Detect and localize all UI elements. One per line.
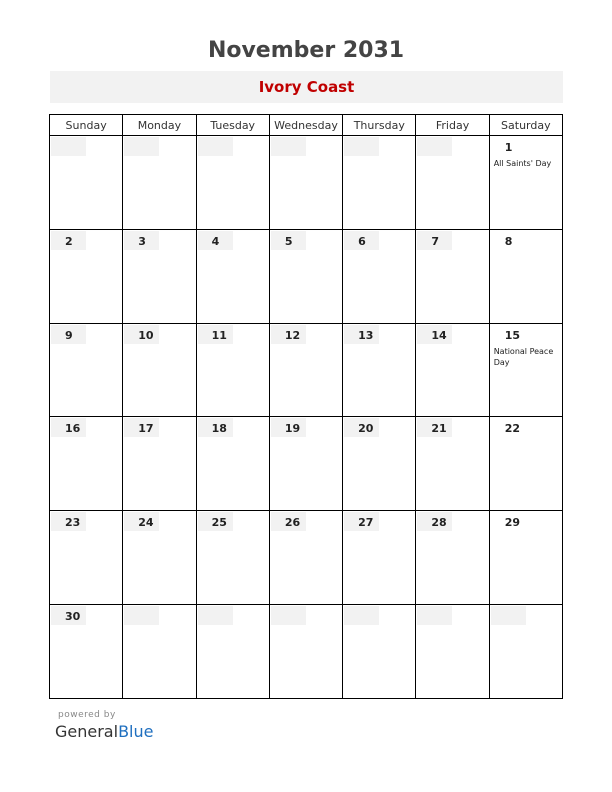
day-cell[interactable] (123, 417, 196, 511)
holiday-label: National Peace Day (493, 346, 554, 367)
country-banner (50, 71, 563, 103)
day-number: 18 (211, 422, 227, 436)
day-cell[interactable] (343, 605, 416, 699)
day-number-box (198, 325, 233, 344)
day-number: 12 (284, 328, 301, 342)
day-number: 28 (431, 516, 447, 530)
day-number-box (417, 325, 452, 344)
day-cell[interactable] (269, 511, 342, 605)
day-cell[interactable] (123, 511, 196, 605)
day-number-box (417, 418, 452, 437)
day-cell[interactable] (489, 229, 562, 323)
day-number-box (51, 137, 86, 156)
day-number-box (124, 231, 159, 250)
day-number-box (491, 325, 526, 344)
holiday-label: All Saints' Day (493, 159, 552, 168)
day-number: 20 (358, 422, 374, 436)
day-number-box (344, 231, 379, 250)
day-number-box (124, 325, 159, 344)
weekday-header: Friday (416, 115, 489, 136)
day-number: 3 (138, 234, 146, 248)
day-cell[interactable] (269, 417, 342, 511)
day-cell[interactable] (343, 417, 416, 511)
day-number: 15 (504, 328, 520, 342)
day-number-box (491, 418, 526, 437)
day-number-box (51, 418, 86, 437)
day-number-box (417, 137, 452, 156)
day-number: 10 (138, 328, 154, 342)
day-number: 25 (211, 516, 227, 530)
day-cell[interactable] (343, 229, 416, 323)
day-cell[interactable] (489, 323, 562, 417)
day-number-box (51, 606, 86, 625)
day-number: 2 (65, 234, 73, 248)
day-cell[interactable] (50, 605, 123, 699)
day-number-box (198, 137, 233, 156)
day-number: 4 (211, 234, 220, 248)
day-number-box (417, 606, 452, 625)
day-number-box (491, 606, 526, 625)
weekday-header: Thursday (343, 115, 416, 136)
day-cell[interactable] (123, 323, 196, 417)
calendar-title: November 2031 (207, 38, 405, 63)
day-cell[interactable] (123, 136, 196, 230)
powered-by-label: powered by (58, 710, 116, 720)
day-number-box (271, 325, 306, 344)
day-cell[interactable] (196, 323, 269, 417)
day-cell[interactable] (50, 136, 123, 230)
day-number: 17 (138, 422, 154, 436)
day-number: 26 (284, 516, 301, 530)
day-cell[interactable] (269, 605, 342, 699)
day-cell[interactable] (50, 511, 123, 605)
week-row (50, 605, 563, 699)
day-cell[interactable] (343, 136, 416, 230)
day-number-box (344, 512, 379, 531)
day-number-box (198, 512, 233, 531)
day-cell[interactable] (416, 323, 489, 417)
day-number: 23 (65, 516, 81, 530)
week-row (50, 323, 563, 417)
day-number-box (271, 418, 306, 437)
weekday-header: Saturday (489, 115, 562, 136)
day-cell[interactable] (416, 229, 489, 323)
day-number-box (51, 231, 86, 250)
day-number: 24 (138, 516, 154, 530)
day-number-box (271, 512, 306, 531)
day-number-box (124, 418, 159, 437)
day-cell[interactable] (416, 136, 489, 230)
day-number-box (51, 325, 86, 344)
day-number-box (271, 231, 306, 250)
day-number-box (417, 231, 452, 250)
day-number-box (344, 606, 379, 625)
day-number: 27 (358, 516, 374, 530)
day-number-box (344, 325, 379, 344)
day-cell[interactable] (489, 417, 562, 511)
day-number-box (344, 137, 379, 156)
day-number: 29 (504, 516, 520, 530)
day-cell[interactable] (196, 605, 269, 699)
day-cell[interactable] (489, 605, 562, 699)
day-number-box (491, 231, 526, 250)
day-cell[interactable] (269, 136, 342, 230)
weekday-header: Monday (123, 115, 196, 136)
day-number: 1 (504, 141, 513, 154)
day-number-box (124, 137, 159, 156)
day-number: 5 (284, 234, 293, 248)
day-number-box (198, 606, 233, 625)
day-number: 19 (284, 422, 301, 436)
day-number-box (417, 512, 452, 531)
week-row (50, 417, 563, 511)
day-number-box (124, 512, 159, 531)
day-cell[interactable] (50, 323, 123, 417)
day-cell[interactable] (196, 136, 269, 230)
day-number: 7 (431, 234, 440, 248)
day-number-box (271, 137, 306, 156)
day-cell[interactable] (489, 136, 562, 230)
day-cell[interactable] (196, 511, 269, 605)
brand-general-text: General (55, 722, 119, 741)
country-name: Ivory Coast (258, 78, 355, 96)
day-cell[interactable] (123, 229, 196, 323)
day-number-box (51, 512, 86, 531)
week-row (50, 511, 563, 605)
day-number-box (491, 512, 526, 531)
brand-blue-text: Blue (118, 722, 154, 741)
day-cell[interactable] (269, 229, 342, 323)
week-row (50, 229, 563, 323)
weekday-header: Sunday (50, 115, 123, 136)
day-cell[interactable] (343, 511, 416, 605)
weekday-header: Tuesday (196, 115, 269, 136)
day-cell[interactable] (50, 229, 123, 323)
day-cell[interactable] (416, 605, 489, 699)
day-number: 21 (431, 422, 447, 436)
day-number-box (491, 137, 526, 156)
weekday-header: Wednesday (269, 115, 342, 136)
weekday-header-row (50, 115, 563, 136)
day-number: 9 (65, 328, 73, 342)
day-number-box (344, 418, 379, 437)
day-cell[interactable] (123, 605, 196, 699)
day-number: 14 (431, 328, 447, 342)
day-cell[interactable] (416, 511, 489, 605)
day-number-box (271, 606, 306, 625)
day-cell[interactable] (196, 229, 269, 323)
day-number-box (198, 231, 233, 250)
day-number: 30 (65, 610, 81, 624)
day-cell[interactable] (196, 417, 269, 511)
day-number-box (124, 606, 159, 625)
brand-logo[interactable] (55, 722, 153, 741)
day-number: 8 (504, 234, 513, 248)
day-number: 13 (358, 328, 374, 342)
calendar-grid (49, 114, 563, 699)
day-cell[interactable] (416, 417, 489, 511)
day-cell[interactable] (50, 417, 123, 511)
day-cell[interactable] (343, 323, 416, 417)
week-row (50, 136, 563, 230)
day-number-box (198, 418, 233, 437)
day-number: 16 (65, 422, 81, 436)
day-cell[interactable] (269, 323, 342, 417)
day-number: 6 (358, 234, 366, 248)
day-number: 11 (211, 328, 227, 342)
day-cell[interactable] (489, 511, 562, 605)
day-number: 22 (504, 422, 520, 436)
